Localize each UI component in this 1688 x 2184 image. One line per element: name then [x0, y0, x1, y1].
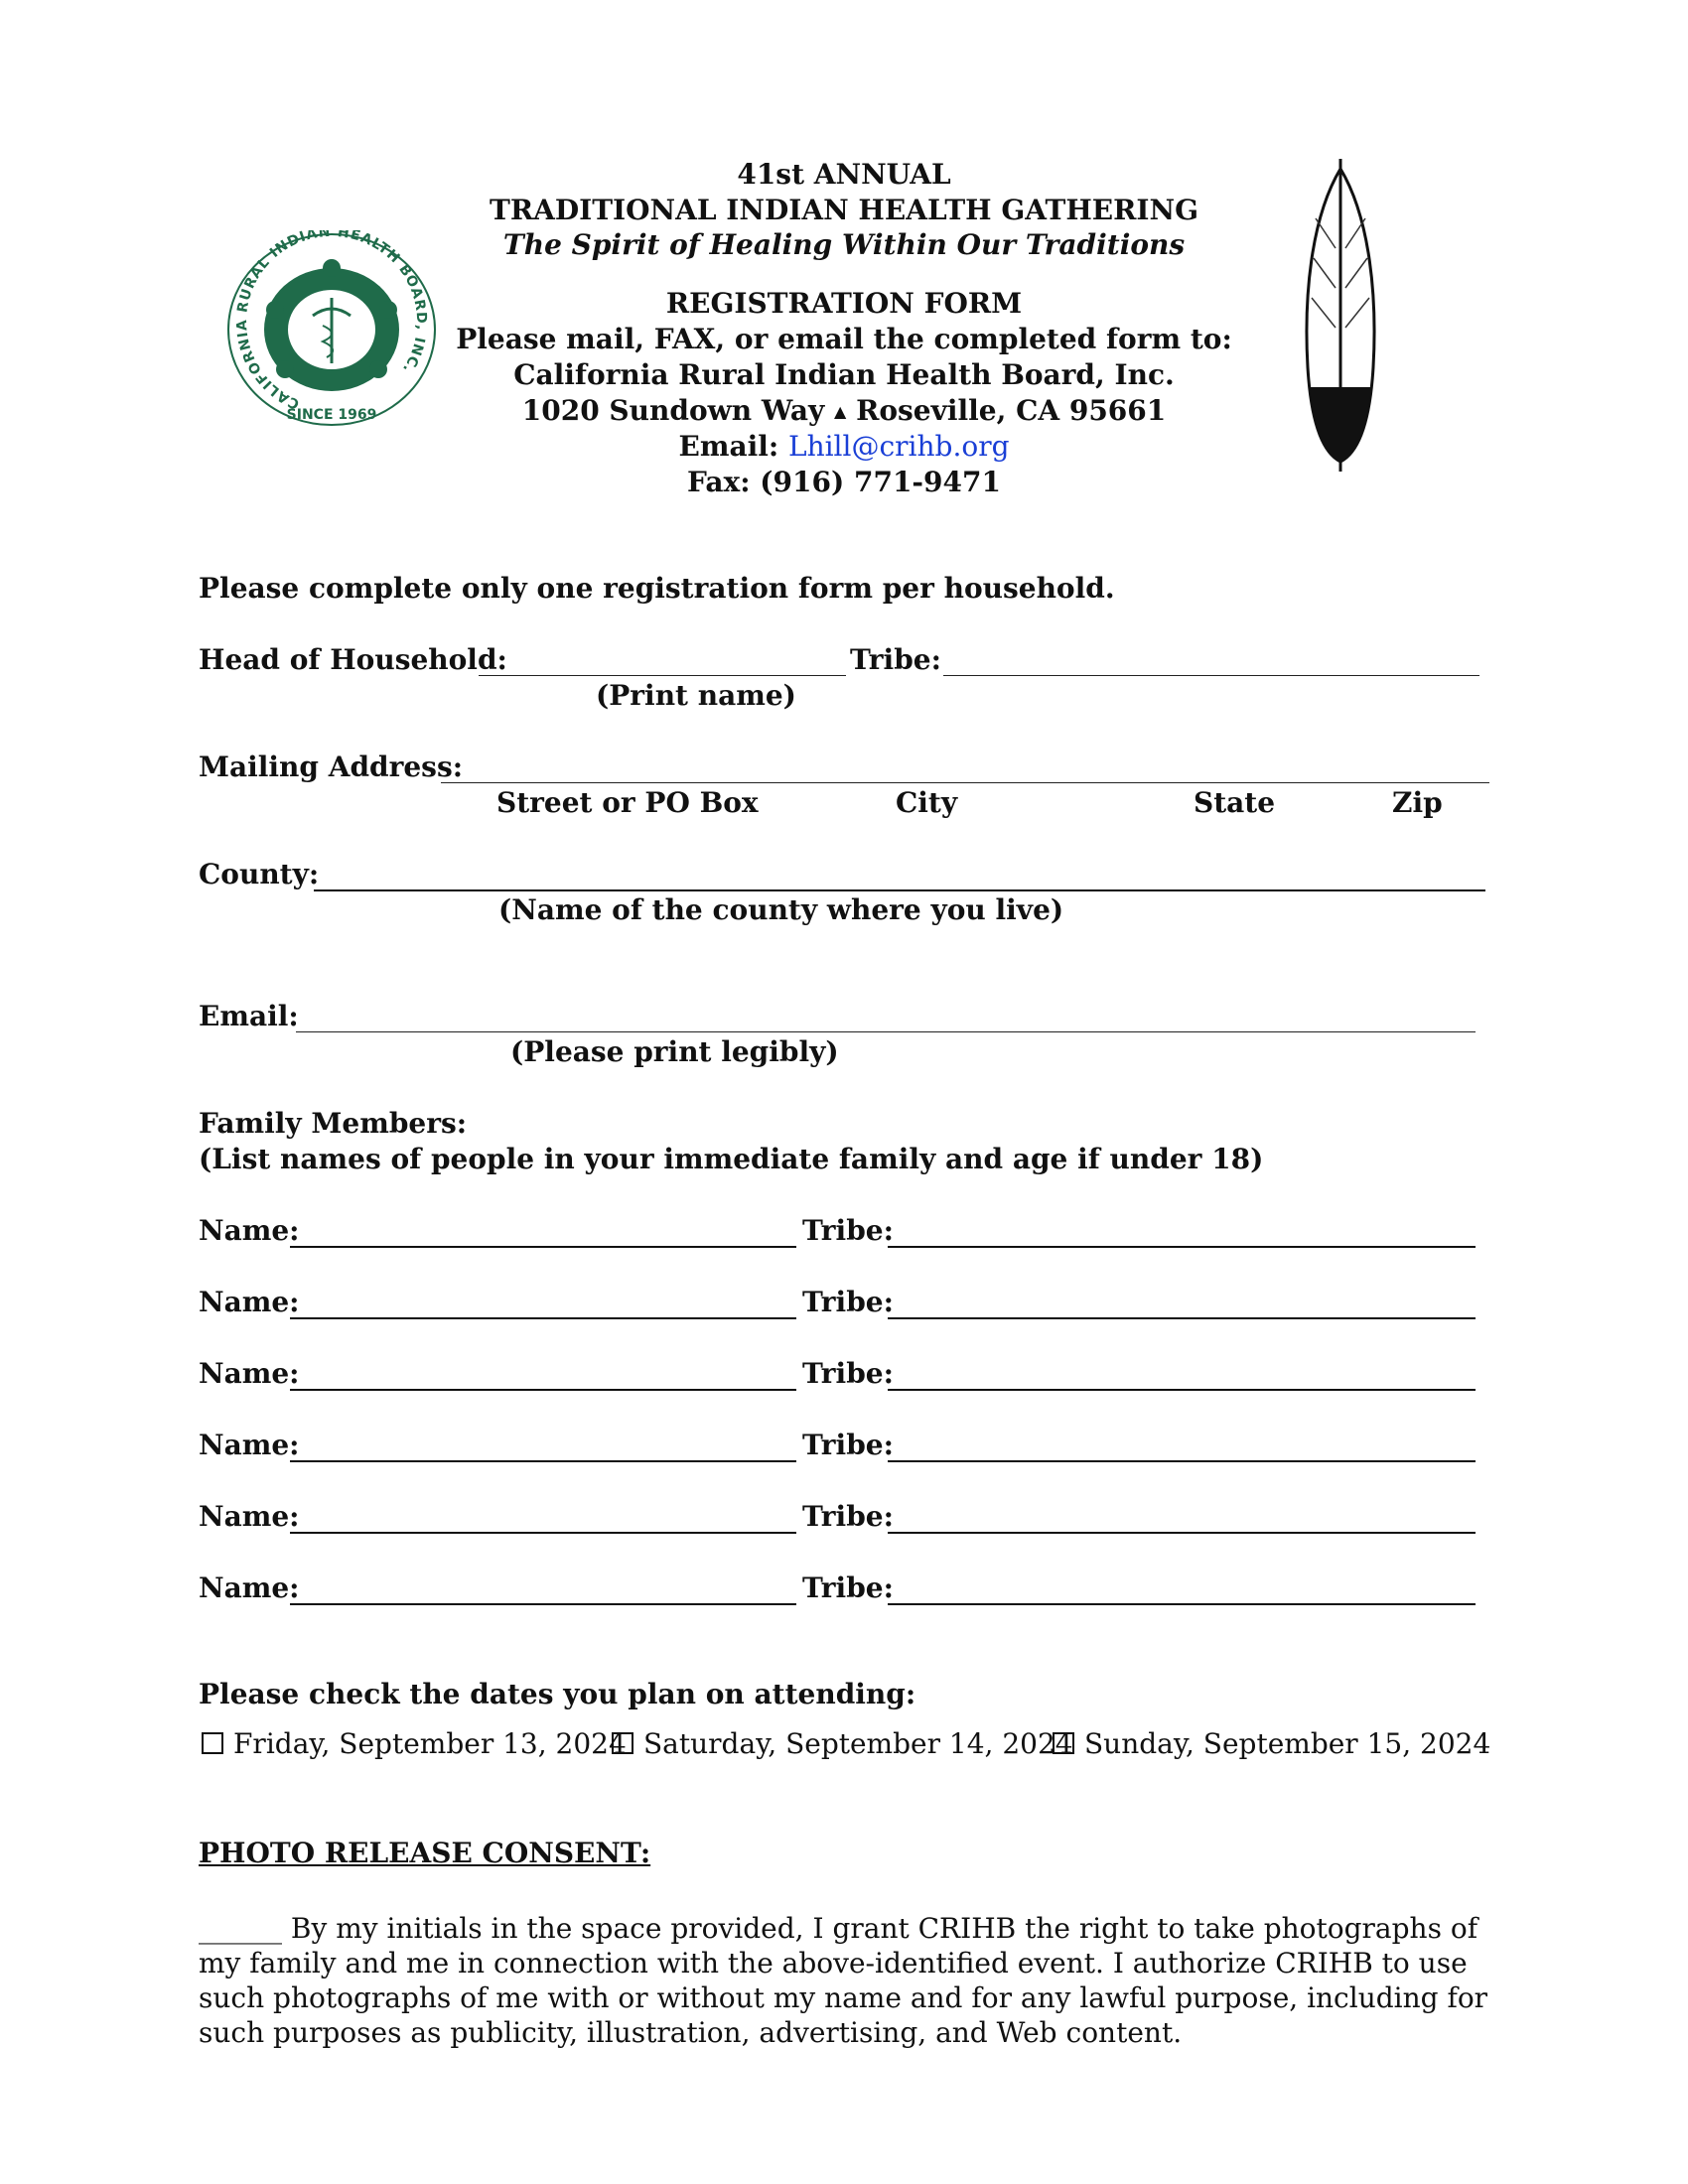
member-tribe-label: Tribe:: [802, 1500, 894, 1533]
email-field[interactable]: [296, 1031, 1476, 1032]
head-of-household-field[interactable]: [479, 675, 846, 676]
triangle-icon: ▲: [834, 402, 847, 421]
mailing-address-field[interactable]: [441, 782, 1489, 783]
member-name-field[interactable]: [290, 1532, 796, 1534]
state-hint: State: [1194, 786, 1276, 819]
mailing-address-label: Mailing Address:: [199, 751, 464, 783]
checkbox[interactable]: [612, 1732, 633, 1754]
county-field[interactable]: [314, 889, 1485, 891]
member-name-field[interactable]: [290, 1389, 796, 1391]
member-tribe-label: Tribe:: [802, 1214, 894, 1247]
logo-ring-text: CALIFORNIA RURAL INDIAN HEALTH BOARD, INC.: [233, 230, 430, 412]
county-label: County:: [199, 858, 320, 890]
zip-hint: Zip: [1392, 786, 1443, 819]
event-number: 41st ANNUAL: [737, 158, 951, 191]
household-note: Please complete only one registration form per household.: [199, 572, 1115, 605]
member-tribe-label: Tribe:: [802, 1286, 894, 1318]
member-name-label: Name:: [199, 1357, 300, 1390]
family-members-label: Family Members:: [199, 1107, 468, 1140]
org-email: Email: Lhill@crihb.org: [678, 430, 1010, 463]
member-tribe-field[interactable]: [888, 1603, 1476, 1605]
photo-release-heading: PHOTO RELEASE CONSENT:: [199, 1837, 651, 1869]
city-hint: City: [896, 786, 958, 819]
member-name-field[interactable]: [290, 1460, 796, 1462]
form-title: REGISTRATION FORM: [665, 287, 1023, 320]
checkbox[interactable]: [202, 1732, 223, 1754]
org-fax: Fax: (916) 771-9471: [687, 466, 1001, 498]
member-tribe-label: Tribe:: [802, 1357, 894, 1390]
member-name-label: Name:: [199, 1500, 300, 1533]
member-name-label: Name:: [199, 1571, 300, 1604]
email-link[interactable]: Lhill@crihb.org: [787, 430, 1010, 463]
head-tribe-label: Tribe:: [850, 643, 941, 676]
crihb-logo: [223, 230, 440, 429]
print-name-hint: (Print name): [596, 679, 796, 712]
head-of-household-label: Head of Household:: [199, 643, 507, 676]
member-tribe-field[interactable]: [888, 1246, 1476, 1248]
member-name-field[interactable]: [290, 1317, 796, 1319]
org-name: California Rural Indian Health Board, Inc.: [513, 358, 1175, 391]
member-tribe-label: Tribe:: [802, 1571, 894, 1604]
member-tribe-field[interactable]: [888, 1532, 1476, 1534]
member-tribe-field[interactable]: [888, 1317, 1476, 1319]
member-name-label: Name:: [199, 1429, 300, 1461]
attendance-date-friday[interactable]: Friday, September 13, 2024: [202, 1727, 627, 1761]
member-tribe-label: Tribe:: [802, 1429, 894, 1461]
attendance-date-sunday[interactable]: Sunday, September 15, 2024: [1053, 1727, 1490, 1761]
org-address: 1020 Sundown Way ▲ Roseville, CA 95661: [521, 394, 1167, 427]
member-name-label: Name:: [199, 1214, 300, 1247]
checkbox[interactable]: [1053, 1732, 1074, 1754]
member-tribe-field[interactable]: [888, 1389, 1476, 1391]
attendance-date-saturday[interactable]: Saturday, September 14, 2024: [612, 1727, 1073, 1761]
event-tagline: The Spirit of Healing Within Our Traditions: [502, 228, 1186, 261]
feather-image: [1286, 159, 1395, 477]
initials-blank[interactable]: ______: [199, 1912, 282, 1945]
member-name-label: Name:: [199, 1286, 300, 1318]
family-members-hint: (List names of people in your immediate family and age if under 18): [199, 1143, 1264, 1175]
email-hint: (Please print legibly): [510, 1035, 839, 1068]
email-label: Email:: [199, 1000, 299, 1032]
county-hint: (Name of the county where you live): [498, 893, 1064, 926]
photo-release-text: ______ By my initials in the space provided, I grant CRIHB the right to take photographs of my family and me in connection with the above-identified event. I authorize CRIHB to use such photographs of me with or without my name and for any lawful purpose, including for such purposes as publicity, illustration, advertising, and Web content.: [199, 1912, 1488, 2049]
member-name-field[interactable]: [290, 1603, 796, 1605]
member-tribe-field[interactable]: [888, 1460, 1476, 1462]
submit-instruction: Please mail, FAX, or email the completed form to:: [456, 323, 1232, 355]
street-hint: Street or PO Box: [496, 786, 759, 819]
head-tribe-field[interactable]: [943, 675, 1479, 676]
attendance-prompt: Please check the dates you plan on attending:: [199, 1678, 916, 1710]
logo-since: SINCE 1969: [286, 407, 377, 423]
event-title: TRADITIONAL INDIAN HEALTH GATHERING: [490, 194, 1198, 226]
member-name-field[interactable]: [290, 1246, 796, 1248]
